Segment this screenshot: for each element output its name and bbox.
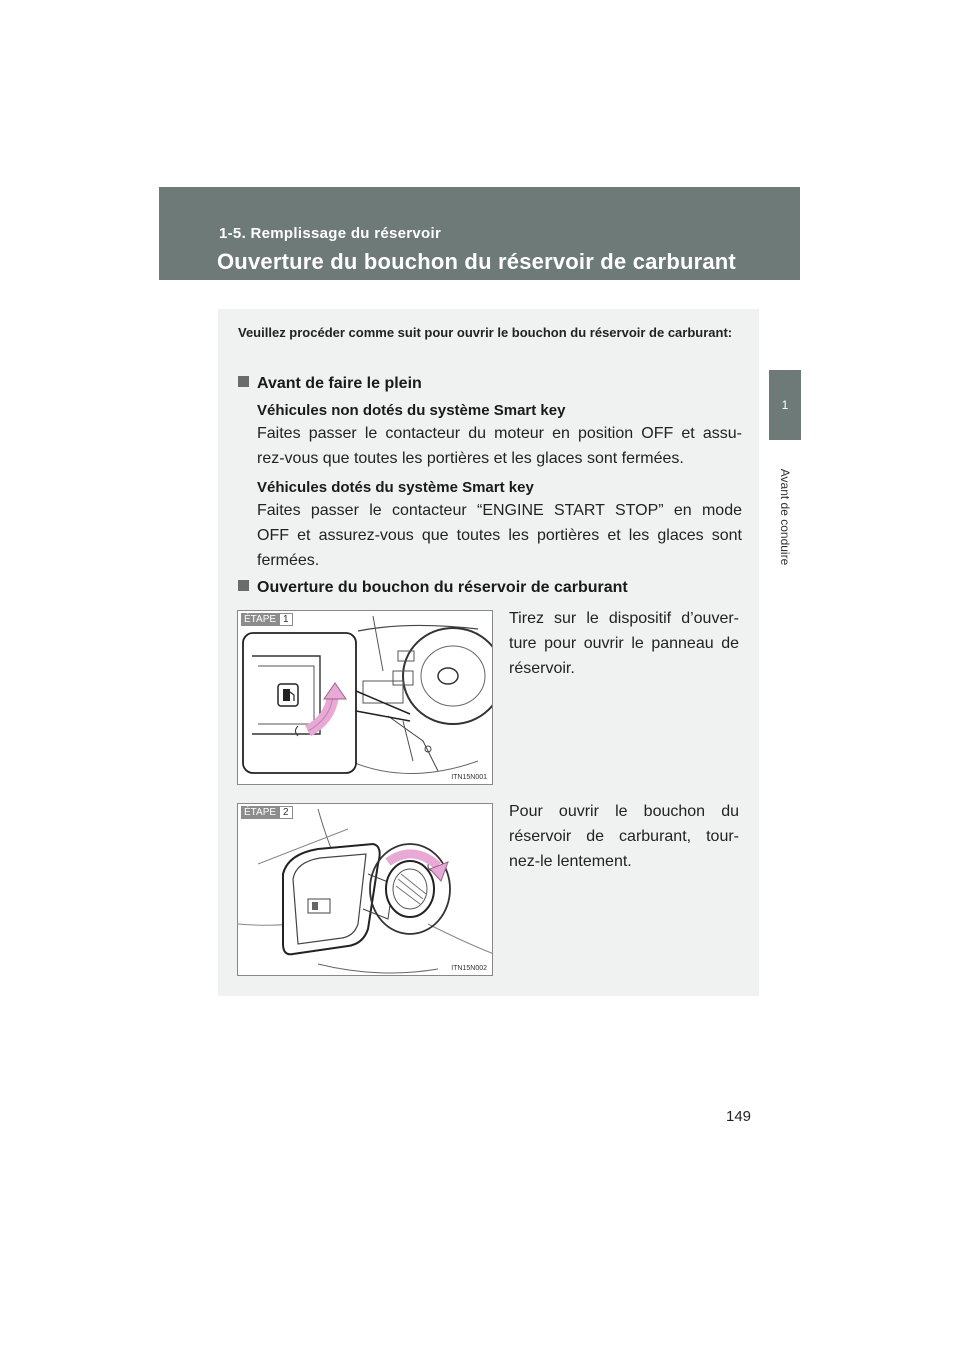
step-number: 1 — [279, 613, 293, 626]
intro-text: Veuillez procéder comme suit pour ouvrir le bouchon du réservoir de carburant: — [238, 325, 733, 340]
step-2-text — [509, 799, 739, 874]
header-band — [159, 187, 800, 280]
chapter-number: 1 — [781, 398, 789, 412]
figure-code: ITN15N002 — [451, 965, 487, 972]
figure-code: ITN15N001 — [451, 774, 487, 781]
page-title: Ouverture du bouchon du réservoir de carburant — [217, 249, 736, 274]
step-text-line: ture pour ouvrir le panneau de — [509, 635, 739, 652]
chapter-label: Avant de conduire — [778, 468, 792, 566]
page-number: 149 — [726, 1108, 752, 1125]
paragraph-line: rez-vous que toutes les portières et les glaces sont fermées. — [257, 450, 684, 467]
chapter-side-label — [770, 452, 800, 582]
section-heading-text: Avant de faire le plein — [257, 375, 422, 392]
paragraph-line: OFF et assurez-vous que toutes les portières et les glaces sont — [257, 527, 742, 544]
step-text-line: réservoir. — [509, 660, 575, 677]
fuel-cap-illustration — [238, 804, 493, 976]
section-heading-text: Ouverture du bouchon du réservoir de carburant — [257, 579, 628, 596]
step-text-line: Tirez sur le dispositif d’ouver- — [509, 610, 739, 627]
square-bullet-icon — [238, 376, 249, 387]
paragraph-line: fermées. — [257, 552, 320, 569]
subheading-smart-key: Véhicules dotés du système Smart key — [257, 479, 534, 496]
section-heading-opening-cap — [238, 579, 628, 597]
section-heading-before-fill — [238, 375, 422, 393]
step-text-line: nez-le lentement. — [509, 853, 632, 870]
paragraph-line: Faites passer le contacteur “ENGINE START STOP” en mode — [257, 502, 742, 519]
dashboard-illustration — [238, 611, 493, 785]
square-bullet-icon — [238, 580, 249, 591]
chapter-tab[interactable] — [769, 370, 801, 440]
paragraph-smart-key-line3 — [257, 548, 742, 573]
step-2-figure — [237, 803, 493, 976]
step-label: ÉTAPE — [241, 806, 279, 819]
step-1-badge — [241, 613, 293, 626]
paragraph-no-smart-key-line2 — [257, 446, 742, 471]
step-1-figure — [237, 610, 493, 785]
step-text-line: Pour ouvrir le bouchon du — [509, 803, 739, 820]
step-2-badge — [241, 806, 293, 819]
step-1-text — [509, 606, 739, 681]
step-number: 2 — [279, 806, 293, 819]
step-label: ÉTAPE — [241, 613, 279, 626]
subheading-no-smart-key: Véhicules non dotés du système Smart key — [257, 402, 566, 419]
step-text-line: réservoir de carburant, tour- — [509, 828, 739, 845]
content-box — [218, 309, 759, 996]
section-label: 1-5. Remplissage du réservoir — [219, 225, 442, 242]
paragraph-line: Faites passer le contacteur du moteur en position OFF et assu- — [257, 425, 742, 442]
